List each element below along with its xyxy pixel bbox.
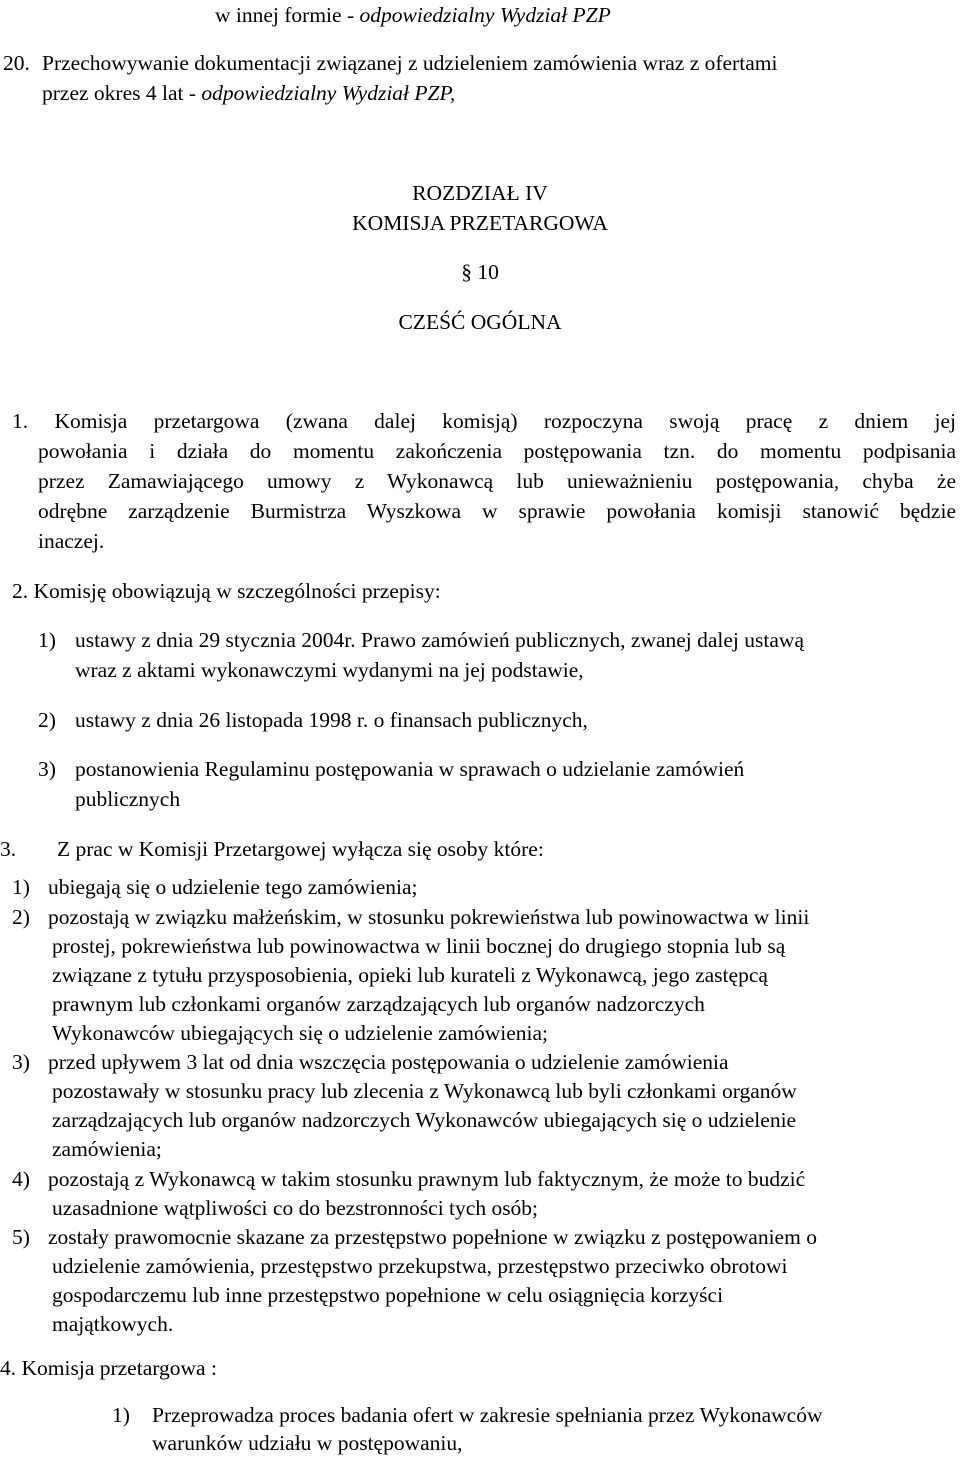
list-item-line: prawnym lub członkami organów zarządzających lub organów nadzorczych [52, 992, 705, 1016]
list-item-line: warunków udziału w postępowaniu, [152, 1431, 463, 1455]
text-plain: w innej formie - [215, 3, 360, 27]
chapter-heading: ROZDZIAŁ IV [412, 181, 548, 205]
list-number: 2) [12, 905, 30, 929]
list-number: 4) [12, 1167, 30, 1191]
p1-line-last: inaczej. [38, 529, 105, 553]
list-item-line: pozostają z Wykonawcą w takim stosunku prawnym lub faktycznym, że może to budzić [48, 1167, 806, 1191]
list-item-line: prostej, pokrewieństwa lub powinowactwa w linii bocznej do drugiego stopnia lub są [52, 934, 786, 958]
list-item-line: gospodarczemu lub inne przestępstwo popełnione w celu osiągnięcia korzyści [52, 1283, 724, 1307]
list-item-line: zarządzających lub organów nadzorczych Wykonawców ubiegających się o udzielenie [52, 1108, 797, 1132]
section-number: § 10 [461, 260, 499, 284]
text-plain: przez okres 4 lat - [42, 81, 202, 105]
list-number: 2) [38, 708, 56, 732]
text-italic: odpowiedzialny Wydział PZP, [201, 81, 456, 105]
p3-intro: Z prac w Komisji Przetargowej wyłącza się osoby które: [57, 837, 544, 861]
list-item-line: majątkowych. [52, 1312, 174, 1336]
p4-intro: 4. Komisja przetargowa : [0, 1356, 217, 1380]
list-item-line: pozostawały w stosunku pracy lub zlecenia z Wykonawcą lub byli członkami organów [52, 1079, 797, 1103]
list-number: 5) [12, 1225, 30, 1249]
list-number: 1) [112, 1403, 130, 1427]
list-item-line: zamówienia; [52, 1137, 162, 1161]
list-item-line: Przeprowadza proces badania ofert w zakresie spełniania przez Wykonawców [152, 1403, 823, 1427]
list-item-line: uzasadnione wątpliwości co do bezstronności tych osób; [52, 1196, 539, 1220]
list-number: 3) [12, 1050, 30, 1074]
p1-line: powołania i działa do momentu zakończenia postępowania tzn. do momentu podpisania [38, 439, 956, 463]
continuation-line [215, 0, 611, 30]
list-item-line: ustawy z dnia 26 listopada 1998 r. o finansach publicznych, [75, 708, 588, 732]
list-item-line: postanowienia Regulaminu postępowania w sprawach o udzielanie zamówień [75, 757, 745, 781]
list-number: 1) [38, 628, 56, 652]
section-subtitle: CZEŚĆ OGÓLNA [398, 310, 562, 334]
p1-line: 1. Komisja przetargowa (zwana dalej komisją) rozpoczyna swoją pracę z dniem jej [12, 409, 956, 433]
list-item-line: związane z tytułu przysposobienia, opieki lub kurateli z Wykonawcą, jego zastępcą [52, 963, 768, 987]
list-item-line: ubiegają się o udzielenie tego zamówienia; [48, 875, 418, 899]
list-item-line: pozostają w związku małżeńskim, w stosunku pokrewieństwa lub powinowactwa w linii [48, 905, 810, 929]
list-number: 1) [12, 875, 30, 899]
list-item-line: wraz z aktami wykonawczymi wydanymi na jej podstawie, [75, 658, 584, 682]
item-20-line2 [42, 78, 455, 108]
list-item-line: ustawy z dnia 29 stycznia 2004r. Prawo zamówień publicznych, zwanej dalej ustawą [75, 628, 804, 652]
p2-intro: 2. Komisję obowiązują w szczególności przepisy: [12, 579, 441, 603]
p1-line: przez Zamawiającego umowy z Wykonawcą lub unieważnieniu postępowania, chyba że [38, 469, 956, 493]
list-number: 3) [38, 757, 56, 781]
chapter-title: KOMISJA PRZETARGOWA [352, 211, 608, 235]
list-item-line: publicznych [75, 787, 181, 811]
item-20-line1: Przechowywanie dokumentacji związanej z udzieleniem zamówienia wraz z ofertami [42, 51, 778, 75]
list-item-line: Wykonawców ubiegających się o udzielenie zamówienia; [52, 1021, 548, 1045]
item-20-number: 20. [3, 51, 30, 75]
list-item-line: zostały prawomocnie skazane za przestępstwo popełnione w związku z postępowaniem o [48, 1225, 817, 1249]
p1-line: odrębne zarządzenie Burmistrza Wyszkowa w sprawie powołania komisji stanowić będzie [38, 499, 956, 523]
list-item-line: przed upływem 3 lat od dnia wszczęcia postępowania o udzielenie zamówienia [48, 1050, 729, 1074]
p3-number: 3. [0, 837, 17, 861]
text-italic: odpowiedzialny Wydział PZP [359, 3, 611, 27]
list-item-line: udzielenie zamówienia, przestępstwo przekupstwa, przestępstwo przeciwko obrotowi [52, 1254, 788, 1278]
